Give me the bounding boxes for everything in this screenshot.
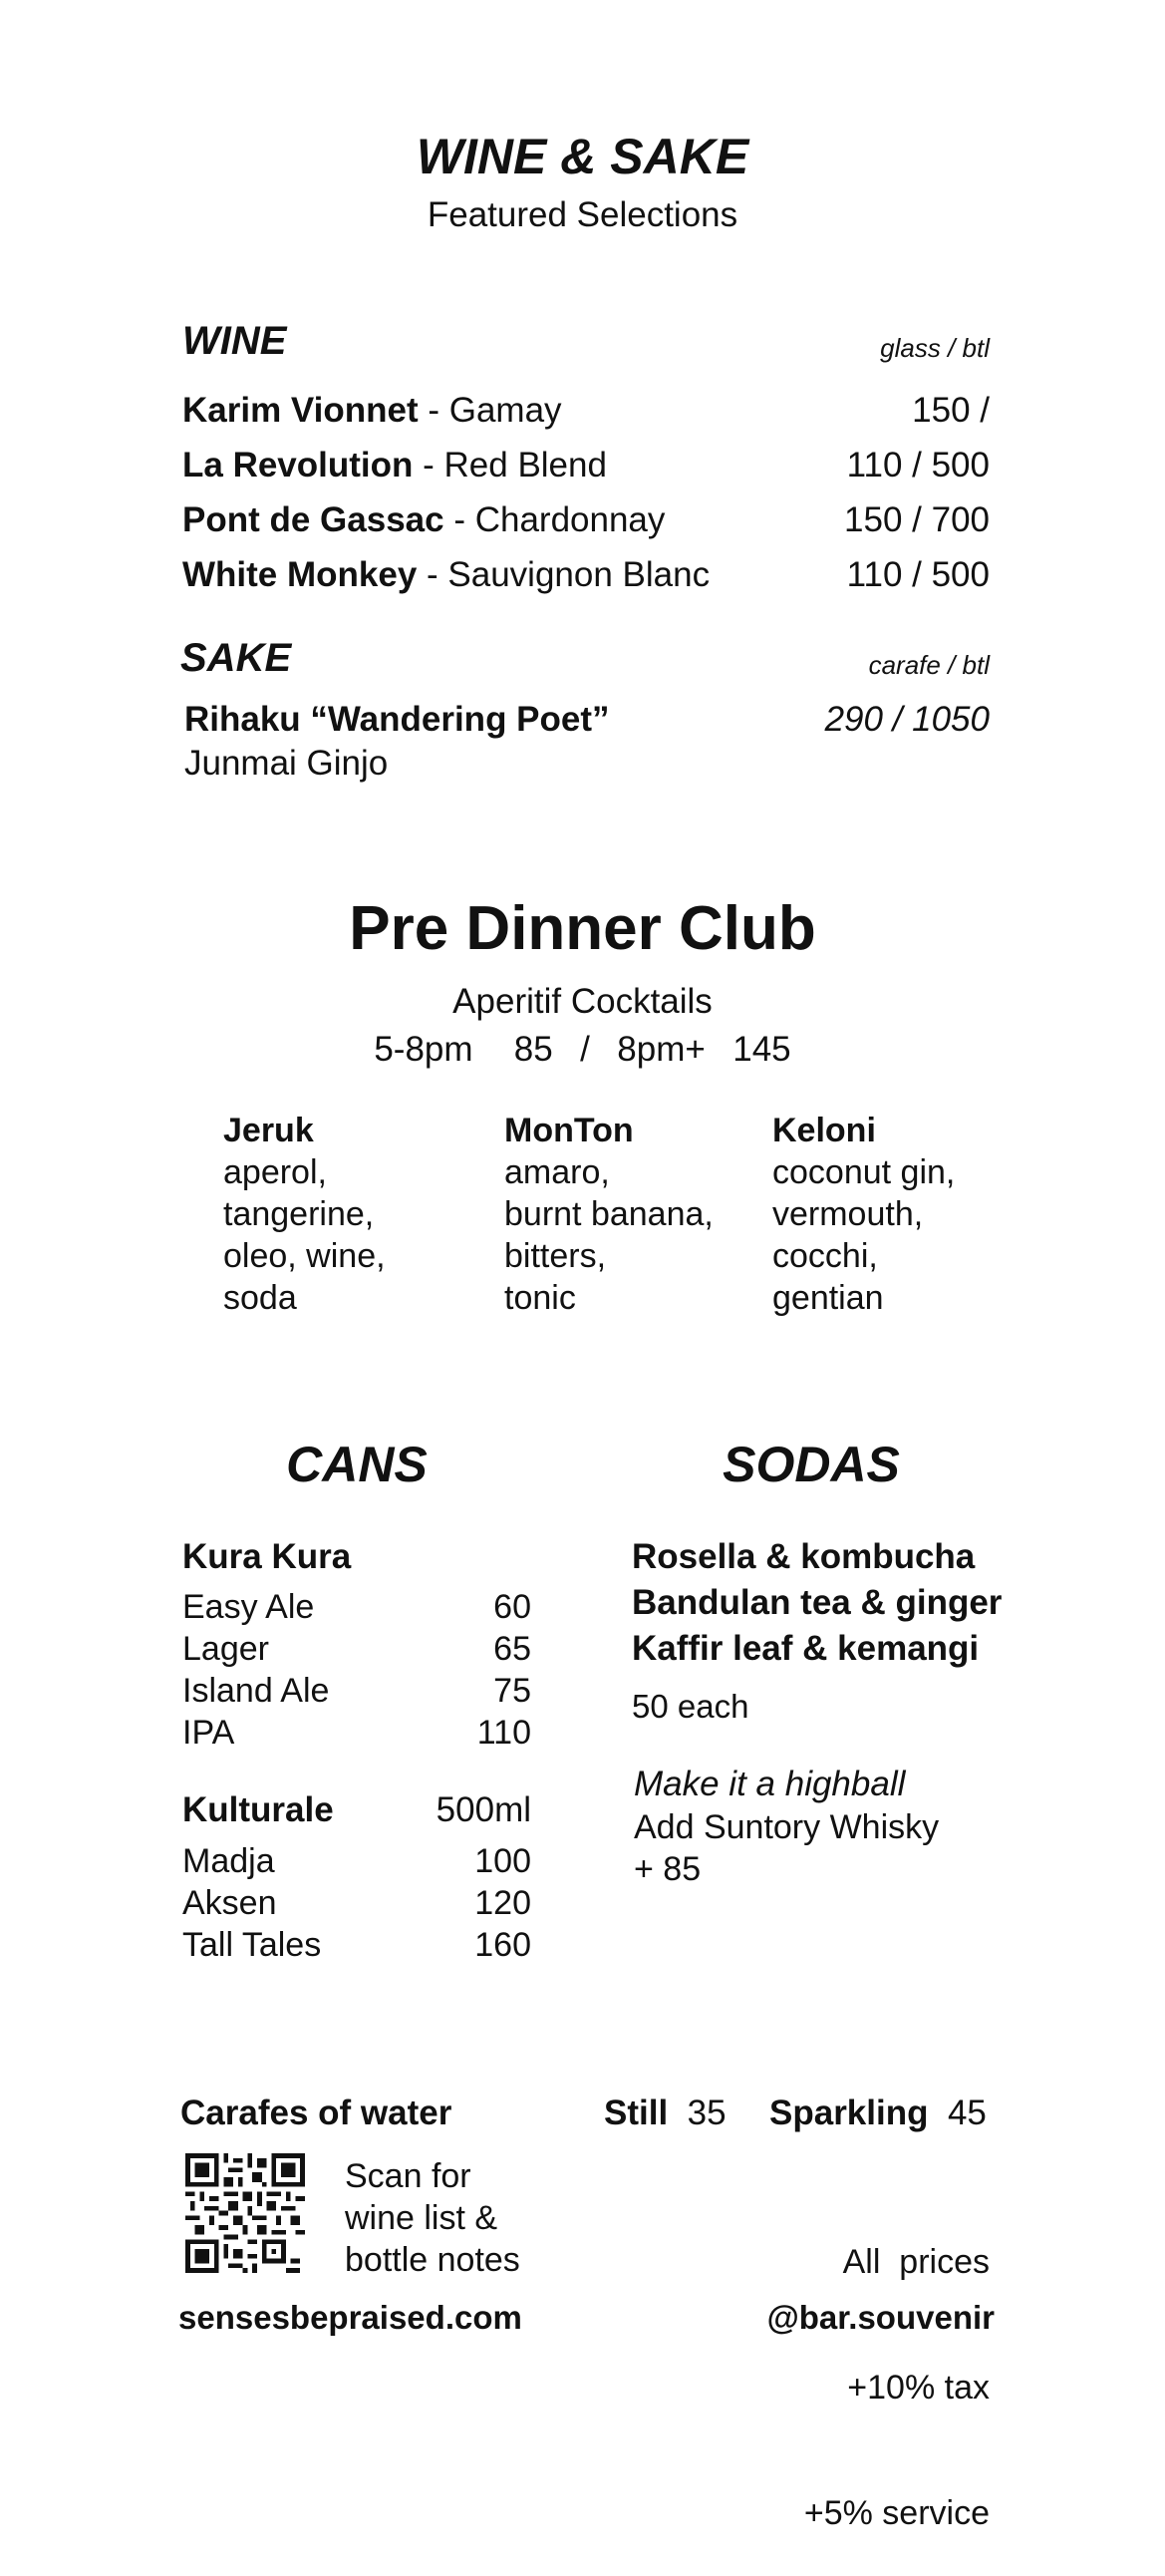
can-name: Tall Tales (182, 1926, 322, 1964)
wine-row (182, 555, 990, 605)
sake-variety: Junmai Ginjo (184, 744, 389, 783)
scan-note (345, 2155, 520, 2281)
can-name: IPA (182, 1714, 235, 1752)
sparkling-label: Sparkling (769, 2093, 929, 2132)
wine-name: Karim Vionnet (182, 391, 419, 430)
can-row (182, 1630, 531, 1672)
can-row (182, 1926, 531, 1968)
can-price: 75 (493, 1672, 531, 1710)
water-label: Carafes of water (180, 2093, 452, 2132)
wine-name: White Monkey (182, 555, 418, 594)
price-notes (691, 2157, 990, 2576)
instagram-handle[interactable]: @bar.souvenir (766, 2299, 995, 2336)
cocktail-name: Jeruk (223, 1112, 314, 1149)
cocktail-ingredient: aperol, (223, 1153, 327, 1191)
still-label: Still (604, 2093, 669, 2132)
scan-line: bottle notes (345, 2241, 520, 2279)
sodas-heading: SODAS (723, 1437, 900, 1492)
can-group-name: Kura Kura (182, 1537, 352, 1576)
wine-price: 150 / (912, 391, 990, 430)
can-price: 65 (493, 1630, 531, 1668)
still-price: 35 (687, 2093, 727, 2132)
can-row (182, 1842, 531, 1884)
can-name: Island Ale (182, 1672, 330, 1710)
wine-name: Pont de Gassac (182, 500, 444, 539)
soda-item: Rosella & kombucha (632, 1537, 976, 1576)
cocktail-ingredient: burnt banana, (504, 1195, 714, 1233)
highball-price: + 85 (634, 1850, 702, 1888)
page-title: WINE & SAKE (416, 129, 749, 184)
can-price: 120 (474, 1884, 531, 1922)
website-link[interactable]: sensesbepraised.com (178, 2299, 522, 2336)
page-subtitle: Featured Selections (427, 195, 738, 234)
price-note-line: +5% service (803, 2494, 990, 2532)
scan-line: wine list & (345, 2199, 498, 2237)
can-row (182, 1672, 531, 1714)
sparkling-price: 45 (947, 2093, 987, 2132)
can-name: Easy Ale (182, 1588, 315, 1626)
scan-line: Scan for (345, 2157, 471, 2195)
cocktail-ingredient: coconut gin, (772, 1153, 956, 1191)
wine-variety: - Chardonnay (443, 500, 666, 539)
can-row (182, 1714, 531, 1756)
can-price: 60 (493, 1588, 531, 1626)
highball-line: Add Suntory Whisky (634, 1808, 940, 1846)
soda-item: Bandulan tea & ginger (632, 1583, 1003, 1622)
highball-title: Make it a highball (634, 1765, 906, 1803)
still-option (604, 2093, 727, 2133)
can-price: 160 (474, 1926, 531, 1964)
pre-dinner-club-title: Pre Dinner Club (349, 894, 816, 963)
cocktail-ingredient: gentian (772, 1279, 884, 1317)
soda-price-note: 50 each (632, 1688, 749, 1725)
sparkling-option (769, 2093, 987, 2133)
price-note-line: All prices (842, 2243, 990, 2281)
sake-heading: SAKE (180, 636, 292, 680)
cocktail-ingredient: amaro, (504, 1153, 610, 1191)
wine-price: 110 / 500 (846, 446, 990, 484)
pre-dinner-club-times: 5-8pm 85 / 8pm+ 145 (374, 1030, 791, 1069)
wine-variety: - Red Blend (413, 446, 607, 484)
cocktail-ingredient: vermouth, (772, 1195, 924, 1233)
wine-variety: - Sauvignon Blanc (417, 555, 711, 594)
price-note-line: +10% tax (847, 2369, 990, 2407)
wine-row (182, 446, 990, 495)
can-price: 110 (476, 1714, 531, 1752)
wine-price: 110 / 500 (846, 555, 990, 594)
can-group-note: 500ml (436, 1790, 531, 1829)
cocktail-card (223, 1110, 386, 1319)
can-name: Madja (182, 1842, 275, 1880)
pre-dinner-club-subtitle: Aperitif Cocktails (452, 982, 713, 1021)
cocktail-ingredient: bitters, (504, 1237, 607, 1275)
wine-row (182, 500, 990, 550)
cocktail-ingredient: oleo, wine, (223, 1237, 386, 1275)
can-group-name: Kulturale (182, 1790, 334, 1829)
can-name: Lager (182, 1630, 269, 1668)
sake-name: Rihaku “Wandering Poet” (184, 700, 610, 739)
cocktail-ingredient: soda (223, 1279, 297, 1317)
cocktail-ingredient: tonic (504, 1279, 576, 1317)
cocktail-card (772, 1110, 955, 1319)
cocktail-card (504, 1110, 714, 1319)
wine-row (182, 391, 990, 441)
can-price: 100 (474, 1842, 531, 1880)
wine-name: La Revolution (182, 446, 414, 484)
cans-heading: CANS (286, 1437, 428, 1492)
wine-heading: WINE (182, 319, 287, 363)
cocktail-ingredient: cocchi, (772, 1237, 878, 1275)
cocktail-name: Keloni (772, 1112, 876, 1149)
sake-price: 290 / 1050 (824, 700, 990, 739)
soda-item: Kaffir leaf & kemangi (632, 1629, 980, 1668)
can-name: Aksen (182, 1884, 277, 1922)
sake-column-label: carafe / btl (868, 650, 990, 680)
cocktail-name: MonTon (504, 1112, 634, 1149)
can-row (182, 1588, 531, 1630)
cocktail-ingredient: tangerine, (223, 1195, 375, 1233)
wine-price: 150 / 700 (844, 500, 990, 539)
qr-code-icon[interactable] (185, 2153, 305, 2273)
wine-variety: - Gamay (418, 391, 562, 430)
wine-column-label: glass / btl (880, 333, 990, 363)
can-row (182, 1884, 531, 1926)
